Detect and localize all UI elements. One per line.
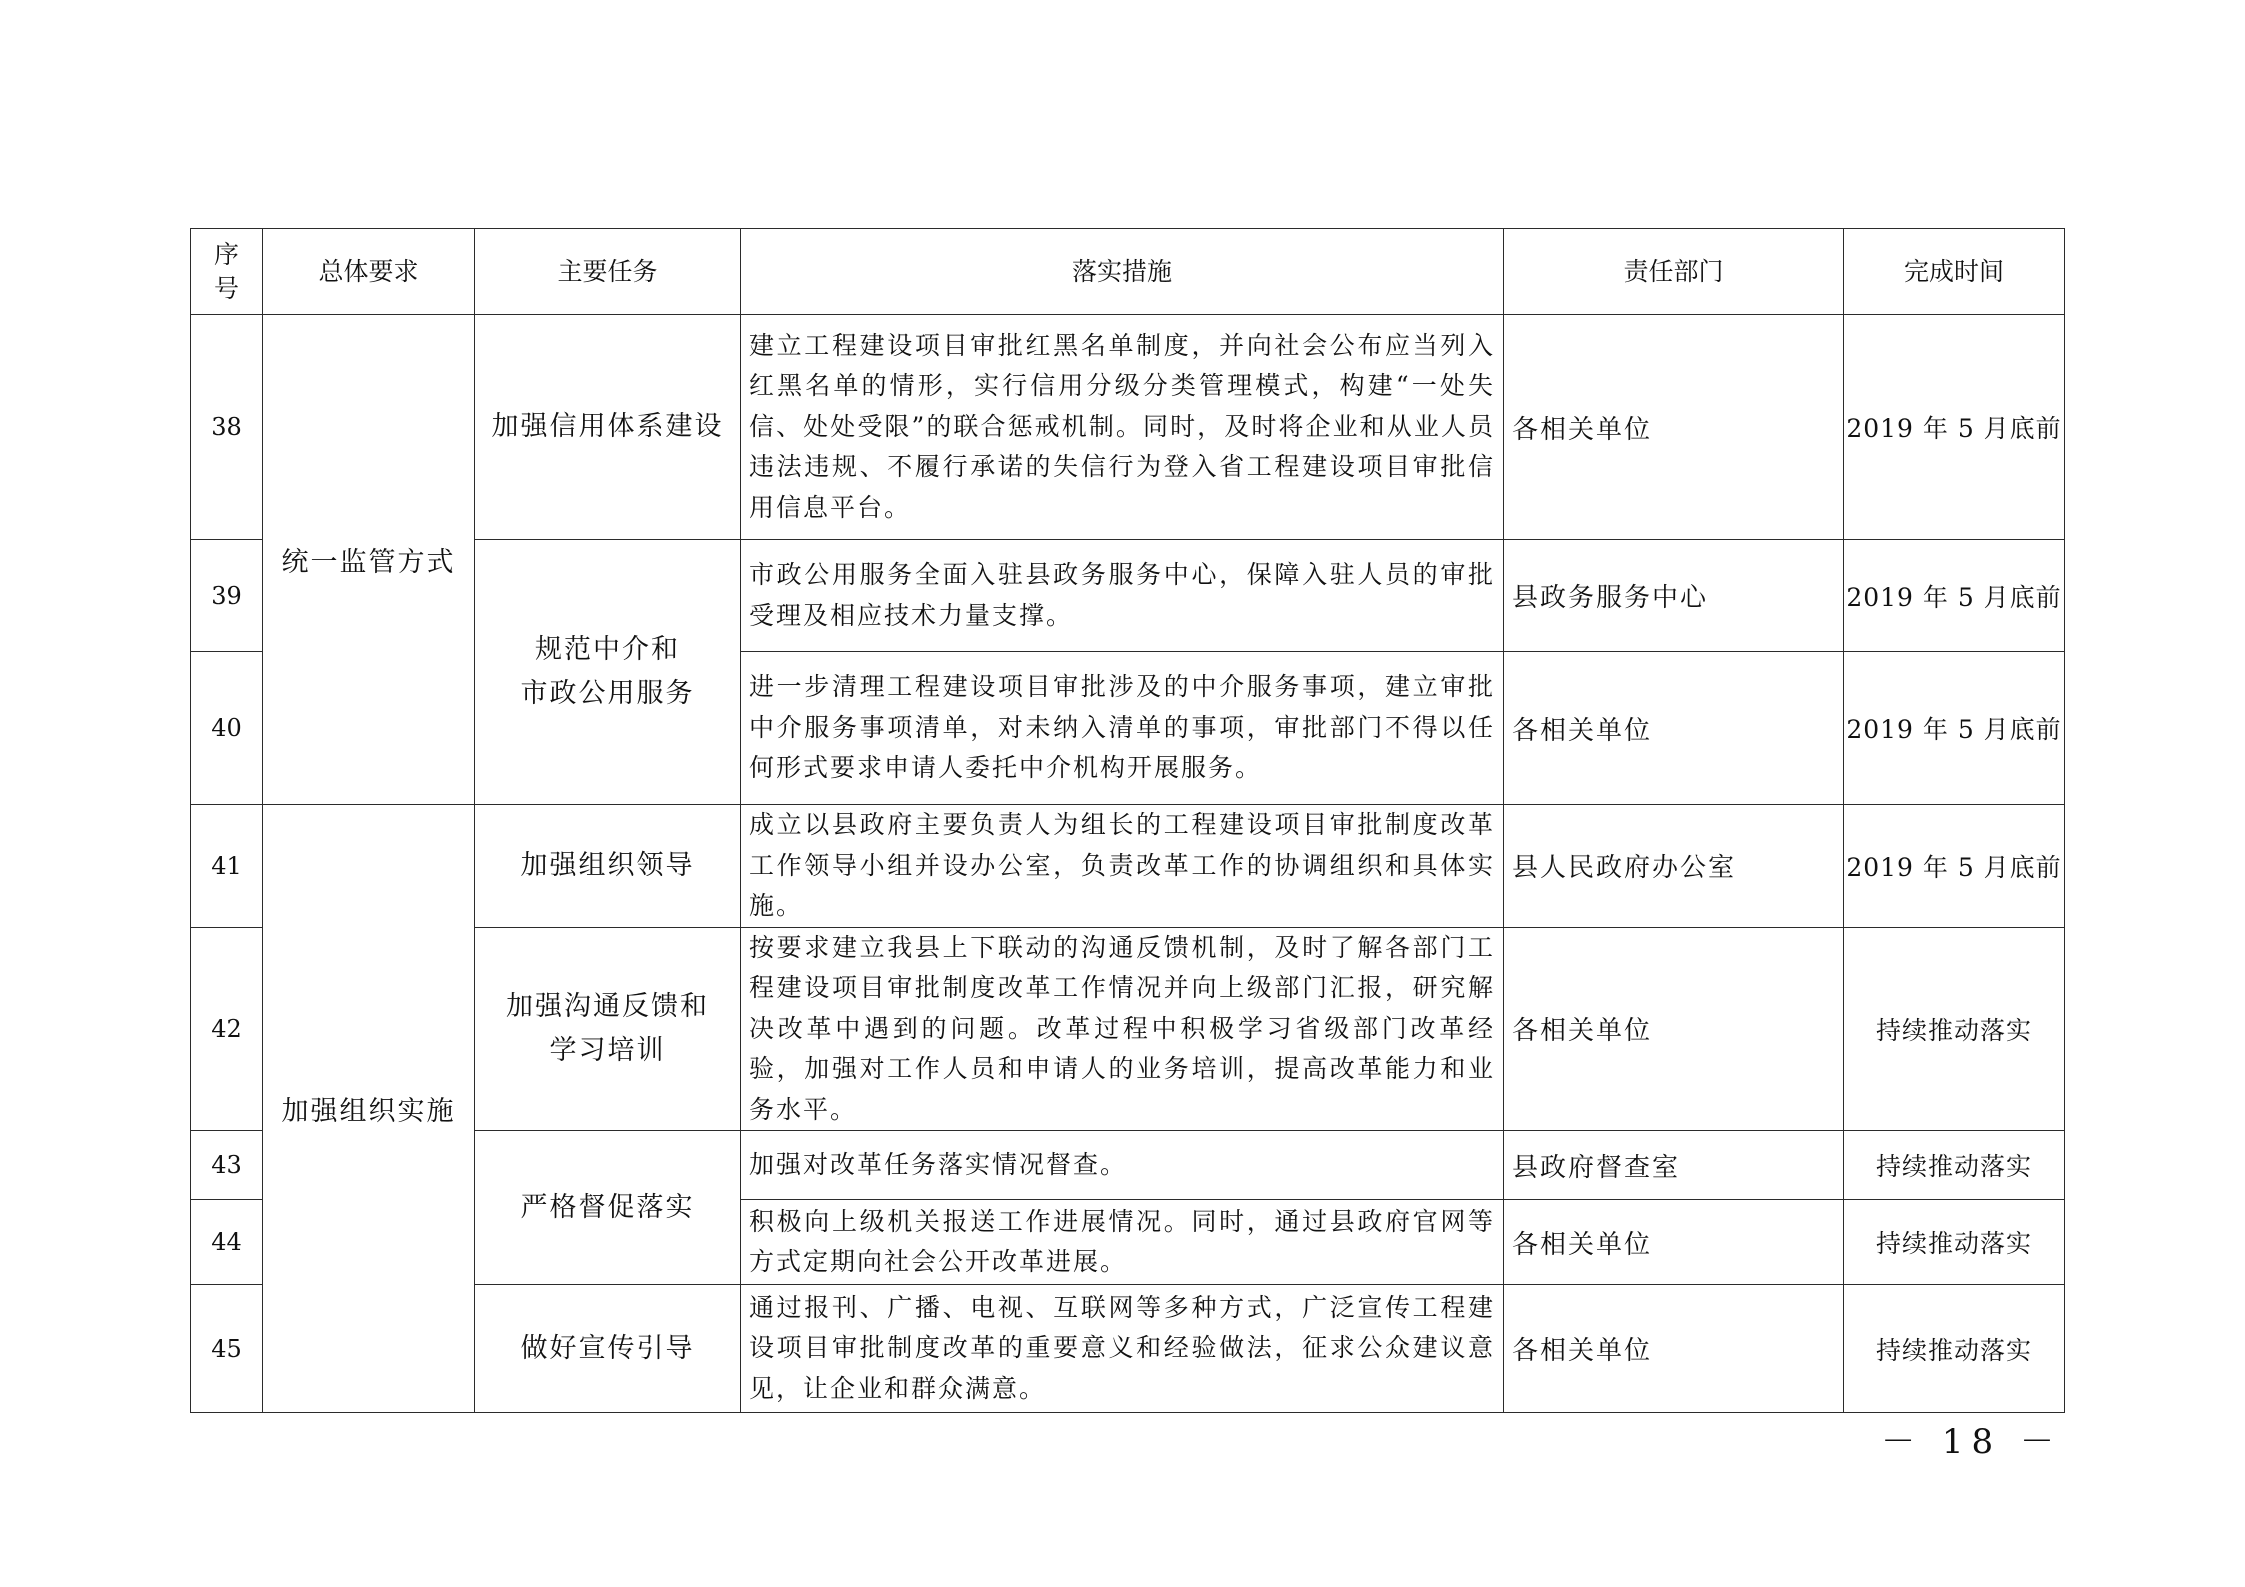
deadline-cell: 持续推动落实 — [1844, 927, 2065, 1131]
deadline-cell: 2019 年 5 月底前 — [1844, 540, 2065, 652]
row-number: 40 — [191, 652, 263, 805]
department-cell: 各相关单位 — [1504, 927, 1844, 1131]
task-cell: 规范中介和 市政公用服务 — [475, 540, 741, 805]
header-requirement: 总体要求 — [263, 229, 475, 315]
header-no: 序 号 — [191, 229, 263, 315]
row-number: 39 — [191, 540, 263, 652]
row-number: 45 — [191, 1285, 263, 1413]
department-cell: 各相关单位 — [1504, 652, 1844, 805]
table-row — [191, 315, 2065, 540]
task-cell: 严格督促落实 — [475, 1131, 741, 1285]
deadline-cell: 2019 年 5 月底前 — [1844, 315, 2065, 540]
measure-cell: 建立工程建设项目审批红黑名单制度，并向社会公布应当列入红黑名单的情形，实行信用分级分类管理模式，构建“一处失信、处处受限”的联合惩戒机制。同时，及时将企业和从业人员违法违规、不履行承诺的失信行为登入省工程建设项目审批信用信息平台。 — [741, 315, 1504, 540]
row-number: 43 — [191, 1131, 263, 1200]
task-cell: 加强信用体系建设 — [475, 315, 741, 540]
row-number: 38 — [191, 315, 263, 540]
header-measure: 落实措施 — [741, 229, 1504, 315]
row-number: 42 — [191, 927, 263, 1131]
deadline-cell: 持续推动落实 — [1844, 1285, 2065, 1413]
row-number: 41 — [191, 805, 263, 928]
measure-cell: 成立以县政府主要负责人为组长的工程建设项目审批制度改革工作领导小组并设办公室，负责改革工作的协调组织和具体实施。 — [741, 805, 1504, 928]
deadline-cell: 2019 年 5 月底前 — [1844, 805, 2065, 928]
table-row — [191, 805, 2065, 928]
header-row — [191, 229, 2065, 315]
department-cell: 县政府督查室 — [1504, 1131, 1844, 1200]
task-cell: 加强沟通反馈和 学习培训 — [475, 927, 741, 1131]
measure-cell: 加强对改革任务落实情况督查。 — [741, 1131, 1504, 1200]
header-task: 主要任务 — [475, 229, 741, 315]
task-table — [190, 228, 2065, 1413]
department-cell: 各相关单位 — [1504, 1285, 1844, 1413]
task-cell: 加强组织领导 — [475, 805, 741, 928]
requirement-cell: 加强组织实施 — [263, 805, 475, 1413]
measure-cell: 积极向上级机关报送工作进展情况。同时，通过县政府官网等方式定期向社会公开改革进展。 — [741, 1200, 1504, 1285]
header-deadline: 完成时间 — [1844, 229, 2065, 315]
deadline-cell: 持续推动落实 — [1844, 1200, 2065, 1285]
department-cell: 各相关单位 — [1504, 315, 1844, 540]
department-cell: 县人民政府办公室 — [1504, 805, 1844, 928]
measure-cell: 通过报刊、广播、电视、互联网等多种方式，广泛宣传工程建设项目审批制度改革的重要意义和经验做法，征求公众建议意见，让企业和群众满意。 — [741, 1285, 1504, 1413]
department-cell: 各相关单位 — [1504, 1200, 1844, 1285]
deadline-cell: 持续推动落实 — [1844, 1131, 2065, 1200]
row-number: 44 — [191, 1200, 263, 1285]
header-department: 责任部门 — [1504, 229, 1844, 315]
task-cell: 做好宣传引导 — [475, 1285, 741, 1413]
measure-cell: 市政公用服务全面入驻县政务服务中心，保障入驻人员的审批受理及相应技术力量支撑。 — [741, 540, 1504, 652]
page-number: － 18 － — [1881, 1422, 2062, 1462]
deadline-cell: 2019 年 5 月底前 — [1844, 652, 2065, 805]
department-cell: 县政务服务中心 — [1504, 540, 1844, 652]
measure-cell: 按要求建立我县上下联动的沟通反馈机制，及时了解各部门工程建设项目审批制度改革工作情况并向上级部门汇报，研究解决改革中遇到的问题。改革过程中积极学习省级部门改革经验，加强对工作人员和申请人的业务培训，提高改革能力和业务水平。 — [741, 927, 1504, 1131]
requirement-cell: 统一监管方式 — [263, 315, 475, 805]
measure-cell: 进一步清理工程建设项目审批涉及的中介服务事项，建立审批中介服务事项清单，对未纳入清单的事项，审批部门不得以任何形式要求申请人委托中介机构开展服务。 — [741, 652, 1504, 805]
